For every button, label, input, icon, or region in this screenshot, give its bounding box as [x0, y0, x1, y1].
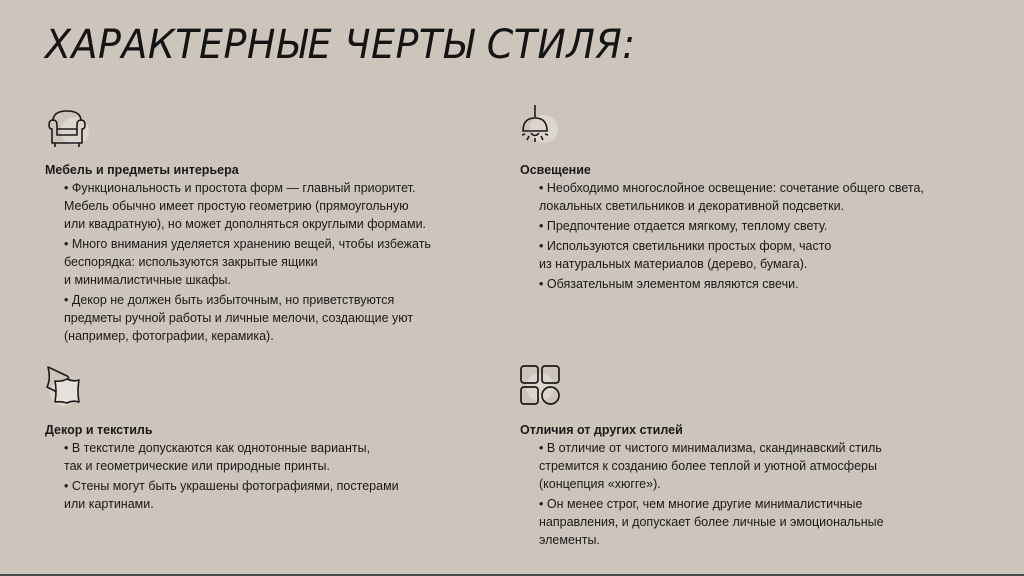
bullet-item [539, 495, 884, 549]
bullet-item [539, 237, 924, 273]
bullet-line: • Используются светильники простых форм, часто [539, 239, 832, 253]
bullet-item [64, 477, 399, 513]
bullet-item [539, 439, 884, 493]
bullet-item [539, 217, 924, 235]
section-differences [520, 365, 884, 551]
bullet-item [64, 235, 431, 289]
bullet-line: • Декор не должен быть избыточным, но приветствуются [64, 293, 395, 307]
pendant-lamp-icon [520, 105, 568, 149]
bullet-line: предметы ручной работы и личные мелочи, создающие уют [64, 311, 414, 325]
bullet-line: • В текстиле допускаются как однотонные варианты, [64, 441, 371, 455]
section-heading: Отличия от других стилей [520, 423, 683, 437]
bullet-line: (концепция «хюгге»). [539, 477, 661, 491]
bullet-line: Мебель обычно имеет простую геометрию (прямоугольную [64, 199, 409, 213]
bullet-line: • В отличие от чистого минимализма, скандинавский стиль [539, 441, 882, 455]
bullet-line: или картинами. [64, 497, 154, 511]
bullet-line: • Стены могут быть украшены фотографиями, постерами [64, 479, 399, 493]
bullet-line: • Предпочтение отдается мягкому, теплому свету. [539, 219, 828, 233]
bullet-line: или квадратную), но может дополняться округлыми формами. [64, 217, 427, 231]
shapes-grid-icon [520, 365, 568, 409]
bullet-item [539, 275, 924, 293]
section-decor [45, 365, 399, 515]
bullet-line: беспорядка: используются закрытые ящики [64, 255, 318, 269]
bullet-line: • Обязательным элементом являются свечи. [539, 277, 799, 291]
section-heading: Декор и текстиль [45, 423, 153, 437]
section-heading: Мебель и предметы интерьера [45, 163, 239, 177]
bullet-line: направления, и допускает более личные и эмоциональные [539, 515, 884, 529]
bullet-line: элементы. [539, 533, 600, 547]
bullet-line: • Он менее строг, чем многие другие минималистичные [539, 497, 863, 511]
armchair-icon [45, 105, 93, 149]
section-lighting [520, 105, 924, 295]
bullet-line: • Функциональность и простота форм — главный приоритет. [64, 181, 416, 195]
bullet-line: • Необходимо многослойное освещение: сочетание общего света, [539, 181, 924, 195]
bullet-line: (например, фотографии, керамика). [64, 329, 274, 343]
section-furniture [45, 105, 431, 347]
bullet-item [64, 439, 399, 475]
section-heading: Освещение [520, 163, 591, 177]
bullet-line: так и геометрические или природные принты. [64, 459, 330, 473]
bullet-line: локальных светильников и декоративной подсветки. [539, 199, 845, 213]
page-title: ХАРАКТЕРНЫЕ ЧЕРТЫ СТИЛЯ: [45, 22, 636, 68]
pillows-icon [45, 365, 93, 409]
bullet-item [539, 179, 924, 215]
bullet-line: • Много внимания уделяется хранению вещей, чтобы избежать [64, 237, 431, 251]
bullet-item [64, 291, 431, 345]
bullet-line: из натуральных материалов (дерево, бумага). [539, 257, 808, 271]
bullet-item [64, 179, 431, 233]
bullet-line: и минималистичные шкафы. [64, 273, 231, 287]
bullet-line: стремится к созданию более теплой и уютной атмосферы [539, 459, 877, 473]
